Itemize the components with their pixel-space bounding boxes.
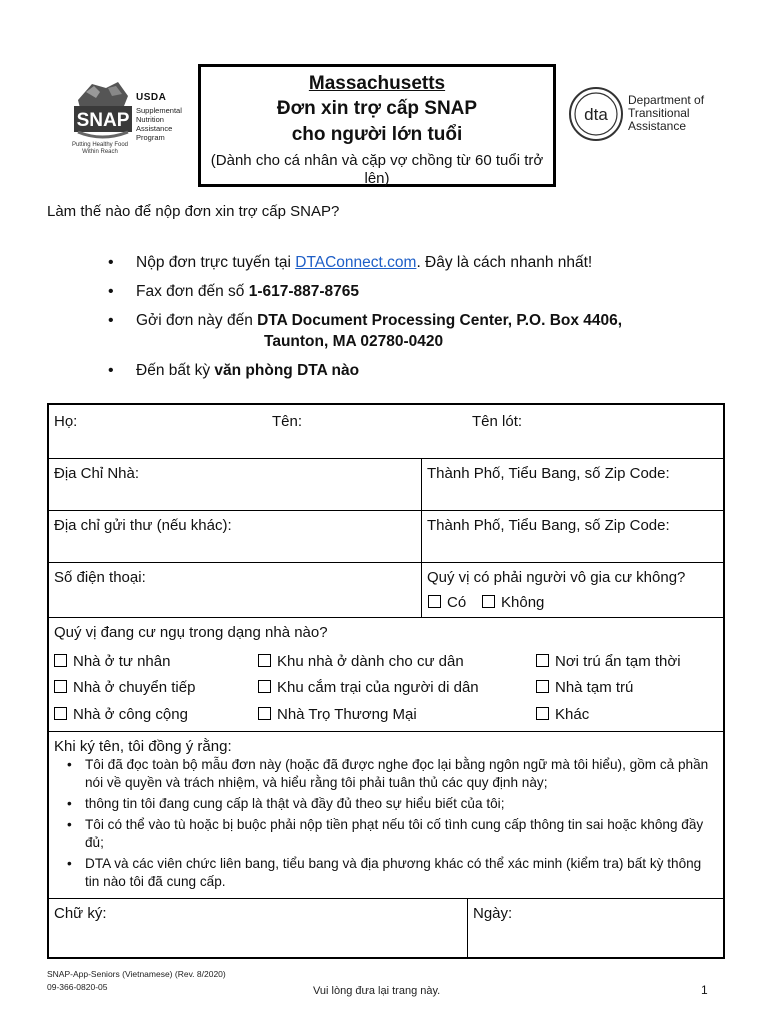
homeless-cell <box>421 563 725 617</box>
title-box <box>198 64 556 187</box>
housing-option-resident[interactable]: Khu nhà ở dành cho cư dân <box>258 653 464 670</box>
form-identifier <box>47 968 226 994</box>
checkbox[interactable] <box>482 595 495 608</box>
housing-option-shelter[interactable]: Nơi trú ẩn tạm thời <box>536 653 681 670</box>
snap-tagline: Putting Healthy Food Within Reach <box>71 142 129 155</box>
mailing-city-state-zip-field[interactable]: Thành Phố, Tiểu Bang, số Zip Code: <box>427 517 670 534</box>
signature-row <box>49 899 723 959</box>
housing-question: Quý vị đang cư ngụ trong dạng nhà nào? <box>54 624 328 641</box>
apply-fax-item: • Fax đơn đến số 1-617-887-8765 <box>108 281 728 302</box>
form-code: 09-366-0820-05 <box>47 982 108 992</box>
list-item: • DTA và các viên chức liên bang, tiểu bang và địa phương khác có thể xác minh (kiểm tra) bất kỳ thông tin nào tôi đã cung cấp. <box>63 855 713 891</box>
usda-label: USDA <box>136 92 167 103</box>
date-cell <box>467 899 725 959</box>
fax-number: 1-617-887-8765 <box>248 283 360 300</box>
snap-logo-icon <box>72 78 132 150</box>
home-city-cell <box>421 459 725 510</box>
middle-name-field[interactable]: Tên lót: <box>472 413 523 430</box>
list-item: • Tôi có thể vào tù hoặc bị buộc phải nộp tiền phạt nếu tôi cố tình cung cấp thông tin sai hoặc không đầy đủ; <box>63 816 713 852</box>
svg-text:dta: dta <box>584 105 608 124</box>
apply-methods-list <box>108 252 728 389</box>
housing-option-migrant-camp[interactable]: Khu cắm trại của người di dân <box>258 679 479 696</box>
page-subtitle: (Dành cho cá nhân và cặp vợ chồng từ 60 tuổi trở lên) <box>210 152 544 187</box>
mail-address-line2: Taunton, MA 02780-0420 <box>264 333 444 350</box>
dtaconnect-link[interactable]: DTAConnect.com <box>295 254 417 271</box>
agreement-list <box>63 756 713 894</box>
agreement-heading: Khi ký tên, tôi đồng ý rằng: <box>54 738 232 755</box>
housing-type-row <box>49 618 723 732</box>
page-title-state: Massachusetts <box>308 73 446 94</box>
signature-field[interactable]: Chữ ký: <box>54 905 107 922</box>
housing-option-public[interactable]: Nhà ở công cộng <box>54 706 188 723</box>
form-id: SNAP-App-Seniors (Vietnamese) (Rev. 8/2020) <box>47 969 226 979</box>
agreement-row <box>49 732 723 899</box>
dta-department-name: Department of Transitional Assistance <box>628 93 705 133</box>
checkbox[interactable] <box>428 595 441 608</box>
mailing-address-row <box>49 511 723 563</box>
housing-option-commercial[interactable]: Nhà Trọ Thương Mại <box>258 706 417 723</box>
phone-field[interactable]: Số điện thoại: <box>54 569 146 586</box>
mail-address-line1: DTA Document Processing Center, P.O. Box 4406, <box>257 312 623 329</box>
name-row <box>49 405 723 459</box>
checkbox[interactable] <box>536 654 549 667</box>
how-to-apply-heading: Làm thế nào để nộp đơn xin trợ cấp SNAP? <box>47 203 340 220</box>
checkbox[interactable] <box>54 707 67 720</box>
checkbox[interactable] <box>536 707 549 720</box>
checkbox[interactable] <box>258 654 271 667</box>
homeless-no-option[interactable]: Không <box>482 594 544 611</box>
application-form <box>47 403 725 959</box>
homeless-question: Quý vị có phải người vô gia cư không? <box>427 569 686 586</box>
apply-office-item: • Đến bất kỳ văn phòng DTA nào <box>108 360 728 381</box>
last-name-field[interactable]: Họ: <box>54 413 78 430</box>
dta-office-text: văn phòng DTA nào <box>214 362 360 379</box>
checkbox[interactable] <box>258 680 271 693</box>
home-address-field[interactable]: Địa Chỉ Nhà: <box>54 465 140 482</box>
list-item: • thông tin tôi đang cung cấp là thật và đầy đủ theo sự hiểu biết của tôi; <box>63 795 713 813</box>
mailing-city-cell <box>421 511 725 562</box>
svg-text:SNAP: SNAP <box>76 110 130 131</box>
page-title: Đơn xin trợ cấp SNAP <box>276 98 478 119</box>
housing-option-private[interactable]: Nhà ở tư nhân <box>54 653 170 670</box>
checkbox[interactable] <box>54 680 67 693</box>
first-name-field[interactable]: Tên: <box>272 413 303 430</box>
return-note: Vui lòng đưa lại trang này. <box>313 985 441 997</box>
apply-online-item: • Nộp đơn trực tuyến tại DTAConnect.com. Đây là cách nhanh nhất! <box>108 252 728 273</box>
housing-option-temporary[interactable]: Nhà tạm trú <box>536 679 633 696</box>
housing-option-transitional[interactable]: Nhà ở chuyển tiếp <box>54 679 195 696</box>
snap-program-name: Supplemental Nutrition Assistance Program <box>136 106 182 142</box>
checkbox[interactable] <box>258 707 271 720</box>
housing-option-other[interactable]: Khác <box>536 706 589 723</box>
date-field[interactable]: Ngày: <box>473 905 513 922</box>
checkbox[interactable] <box>536 680 549 693</box>
phone-row <box>49 563 723 618</box>
snap-logo <box>70 70 195 158</box>
home-city-state-zip-field[interactable]: Thành Phố, Tiểu Bang, số Zip Code: <box>427 465 670 482</box>
dta-logo-icon <box>568 86 624 142</box>
homeless-yes-option[interactable]: Có <box>428 594 466 611</box>
list-item: • Tôi đã đọc toàn bộ mẫu đơn này (hoặc đã được nghe đọc lại bằng ngôn ngữ mà tôi hiểu), gồm cả phần nói về quyền và trách nhiệm, và hiểu rằng tôi phải tuân thủ các quy định này; <box>63 756 713 792</box>
page-number: 1 <box>701 983 708 997</box>
mailing-address-field[interactable]: Địa chỉ gửi thư (nếu khác): <box>54 517 232 534</box>
home-address-row <box>49 459 723 511</box>
dta-logo <box>568 86 728 138</box>
checkbox[interactable] <box>54 654 67 667</box>
apply-mail-item: • Gởi đơn này đến DTA Document Processing Center, P.O. Box 4406, Taunton, MA 02780-0420 <box>108 310 728 352</box>
page-title-audience: cho người lớn tuổi <box>291 124 463 145</box>
